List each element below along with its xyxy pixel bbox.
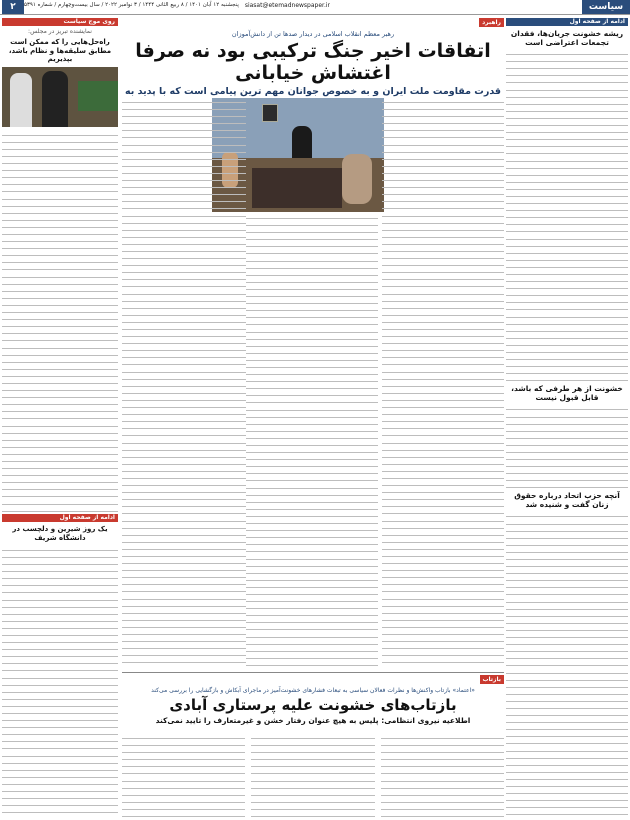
left-column <box>2 18 118 818</box>
lead-subhead: قدرت مقاومت ملت ایران و به خصوص جوانان مهم ترین پیامی است که با پدید به <box>124 86 502 97</box>
bottom-kicker: «اعتماد» بازتاب واکنش‌ها و نظرات فعالان سیاسی به تبعات فشارهای خشونت‌آمیز در ماجرای آبکاش و بازگشایی را بررسی می‌کند <box>151 687 475 694</box>
bottom-story-header <box>122 672 504 733</box>
dateline: پنجشنبه ۱۲ آبان ۱۴۰۱ / ۸ ربیع الثانی ۱۴۴۴ / ۳ نوامبر ۲۰۲۲ / سال بیست‌وچهارم / شماره ۵۳۹۱ <box>24 2 239 8</box>
left-column-label-2: ادامه از صفحه اول <box>2 514 118 522</box>
left-column-label: روی موج سیاست <box>2 18 118 26</box>
top-bar <box>0 0 630 15</box>
bottom-story-body <box>122 734 504 818</box>
lead-body-col-2 <box>246 214 378 668</box>
left-story-photo <box>2 67 118 127</box>
left-story2-title: یک روز شیرین و دلچسب در دانشگاه شریف <box>12 524 108 542</box>
lead-kicker: رهبر معظم انقلاب اسلامی در دیدار صدها تن از دانش‌آموزان <box>231 30 395 38</box>
left-story2-body <box>2 546 118 818</box>
bottom-label: بازتاب <box>480 675 505 684</box>
right-story3-title: آنچه حزب اتحاد درباره حقوق زنان گفت و شنیده شد <box>514 491 620 510</box>
lead-story-header <box>122 18 504 98</box>
left-story1-body <box>2 131 118 512</box>
left-story1-title: راه‌حل‌هایی را که ممکن است مطابق سلیقه‌ها و نظام باشد، بپذیریم <box>8 38 112 64</box>
right-story2-body <box>506 405 628 488</box>
bottom-subhead: اطلاعیه نیروی انتظامی: پلیس به هیچ عنوان رفتار خشن و غیرمتعارف را تایید نمی‌کند <box>155 716 471 725</box>
section-email: siasat@etemadnewspaper.ir <box>244 2 330 9</box>
right-story2-title: خشونت از هر طرفی که باشد، قابل قبول نیست <box>511 384 623 403</box>
right-column-label: ادامه از صفحه اول <box>506 18 628 26</box>
lead-body-col-3 <box>122 98 246 668</box>
right-story3-body <box>506 512 628 818</box>
lead-headline: اتفاقات اخیر جنگ ترکیبی بود نه صرفا اغتشاش خیابانی <box>135 40 491 84</box>
right-story1-body <box>506 50 628 381</box>
lead-body-col-1 <box>382 98 504 668</box>
bottom-headline: بازتاب‌های خشونت علیه پرستاری آبادی <box>169 696 457 714</box>
section-title: سیاست <box>582 0 630 14</box>
left-story1-kicker: نمایشنده تبریز در مجلس: <box>28 28 92 36</box>
right-story1-title: ریشه خشونت جریان‌ها، فقدان تجمعات اعتراضی است <box>510 29 624 48</box>
page-number: ۲ <box>2 0 24 14</box>
lead-label: راهبرد <box>479 18 504 27</box>
right-column <box>506 18 628 818</box>
